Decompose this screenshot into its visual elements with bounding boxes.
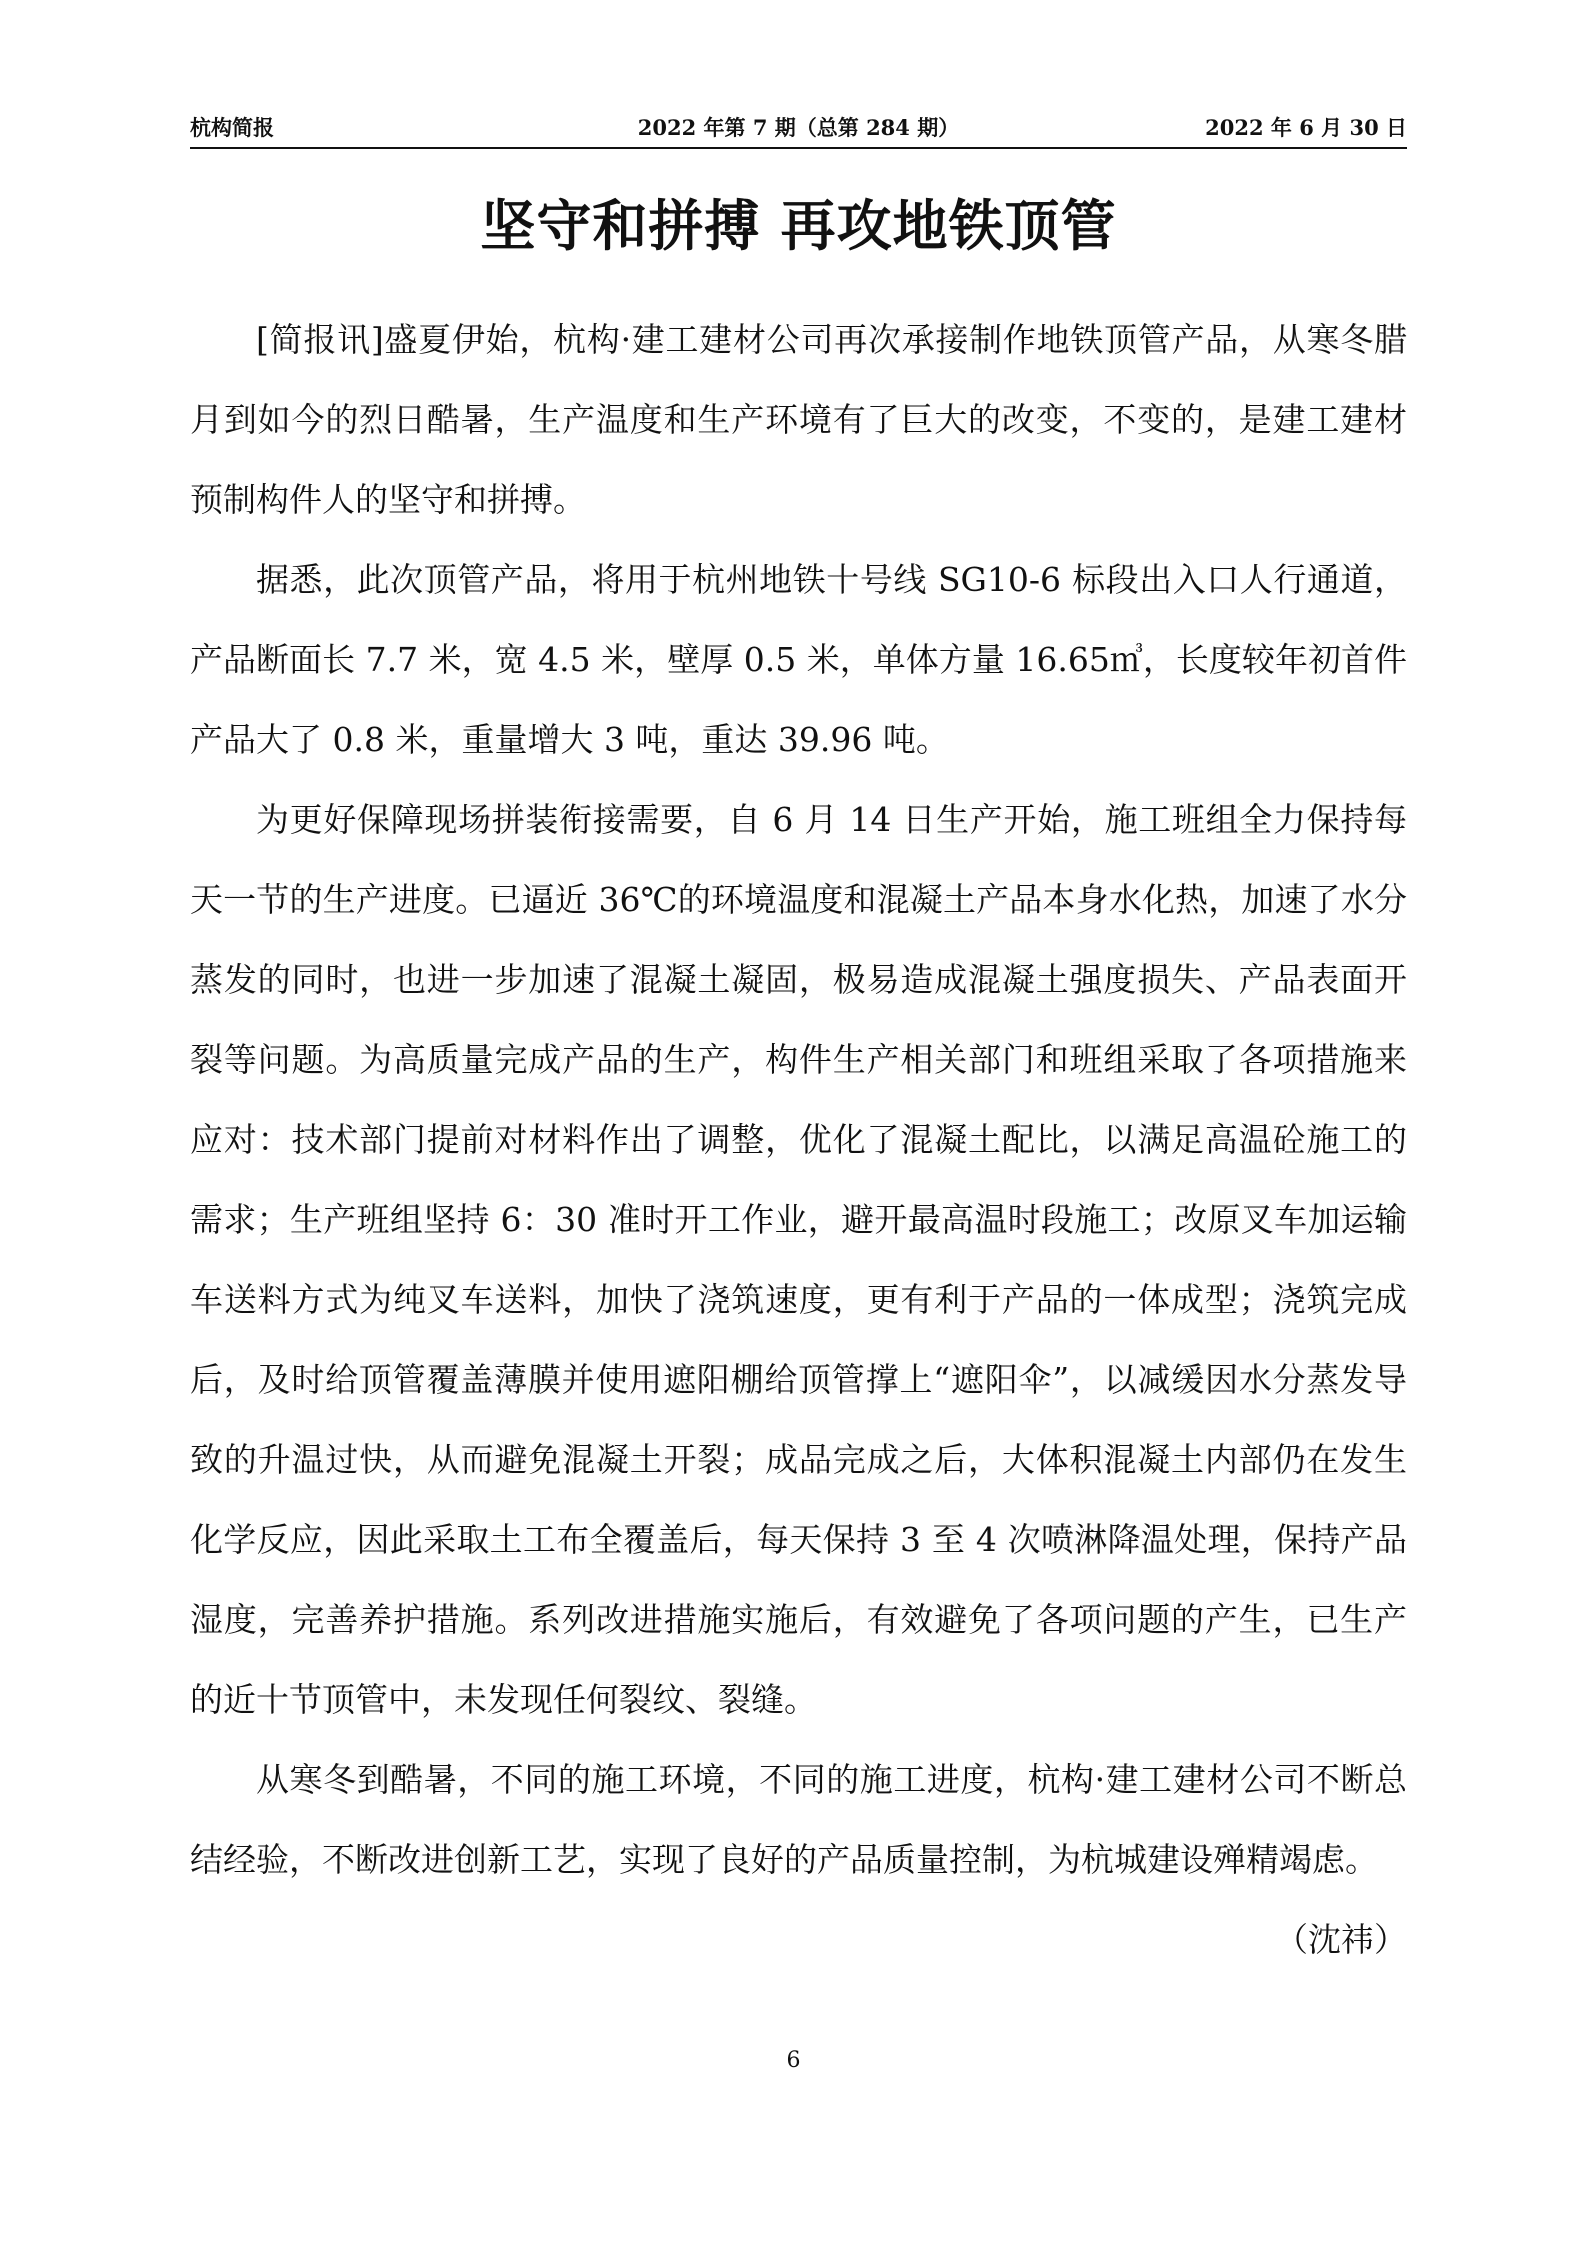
paragraph-4 — [190, 1740, 1407, 1959]
article-body — [190, 300, 1407, 1980]
paragraph-3: 为更好保障现场拼装衔接需要，自 6 月 14 日生产开始，施工班组全力保持每天一节的生产进度。已逼近 36℃的环境温度和混凝土产品本身水化热，加速了水分蒸发的同时，也进一步加速了混凝土凝固，极易造成混凝土强度损失、产品表面开裂等问题。为高质量完成产品的生产，构件生产相关部门和班组采取了各项措施来应对：技术部门提前对材料作出了调整，优化了混凝土配比，以满足高温砼施工的需求；生产班组坚持 6：30 准时开工作业，避开最高温时段施工；改原叉车加运输车送料方式为纯叉车送料，加快了浇筑速度，更有利于产品的一体成型；浇筑完成后，及时给顶管覆盖薄膜并使用遮阳棚给顶管撑上“遮阳伞”，以减缓因水分蒸发导致的升温过快，从而避免混凝土开裂；成品完成之后，大体积混凝土内部仍在发生化学反应，因此采取土工布全覆盖后，每天保持 3 至 4 次喷淋降温处理，保持产品湿度，完善养护措施。系列改进措施实施后，有效避免了各项问题的产生，已生产的近十节顶管中，未发现任何裂纹、裂缝。 — [190, 800, 1407, 1719]
paragraph-1: [简报讯]盛夏伊始，杭构·建工建材公司再次承接制作地铁顶管产品，从寒冬腊月到如今的烈日酷暑，生产温度和生产环境有了巨大的改变，不变的，是建工建材预制构件人的坚守和拼搏。 — [190, 320, 1407, 519]
page-header — [190, 112, 1407, 152]
author-byline: （沈祎） — [1275, 1920, 1407, 1959]
paragraph-2: 据悉，此次顶管产品，将用于杭州地铁十号线 SG10-6 标段出入口人行通道，产品断面长 7.7 米，宽 4.5 米，壁厚 0.5 米，单体方量 16.65㎥，长度较年初首件产品大了 0.8 米，重量增大 3 吨，重达 39.96 吨。 — [190, 560, 1407, 759]
article-title: 坚守和拼搏 再攻地铁顶管 — [480, 194, 1117, 258]
paragraph-4-text: 从寒冬到酷暑，不同的施工环境，不同的施工进度，杭构·建工建材公司不断总结经验，不断改进创新工艺，实现了良好的产品质量控制，为杭城建设殚精竭虑。 — [190, 1760, 1407, 1879]
header-rule — [190, 147, 1407, 149]
page-number: 6 — [786, 2048, 801, 2073]
publication-name: 杭构简报 — [190, 115, 274, 140]
issue-date: 2022 年 6 月 30 日 — [1205, 115, 1407, 140]
issue-number: 2022 年第 7 期（总第 284 期） — [637, 115, 960, 140]
